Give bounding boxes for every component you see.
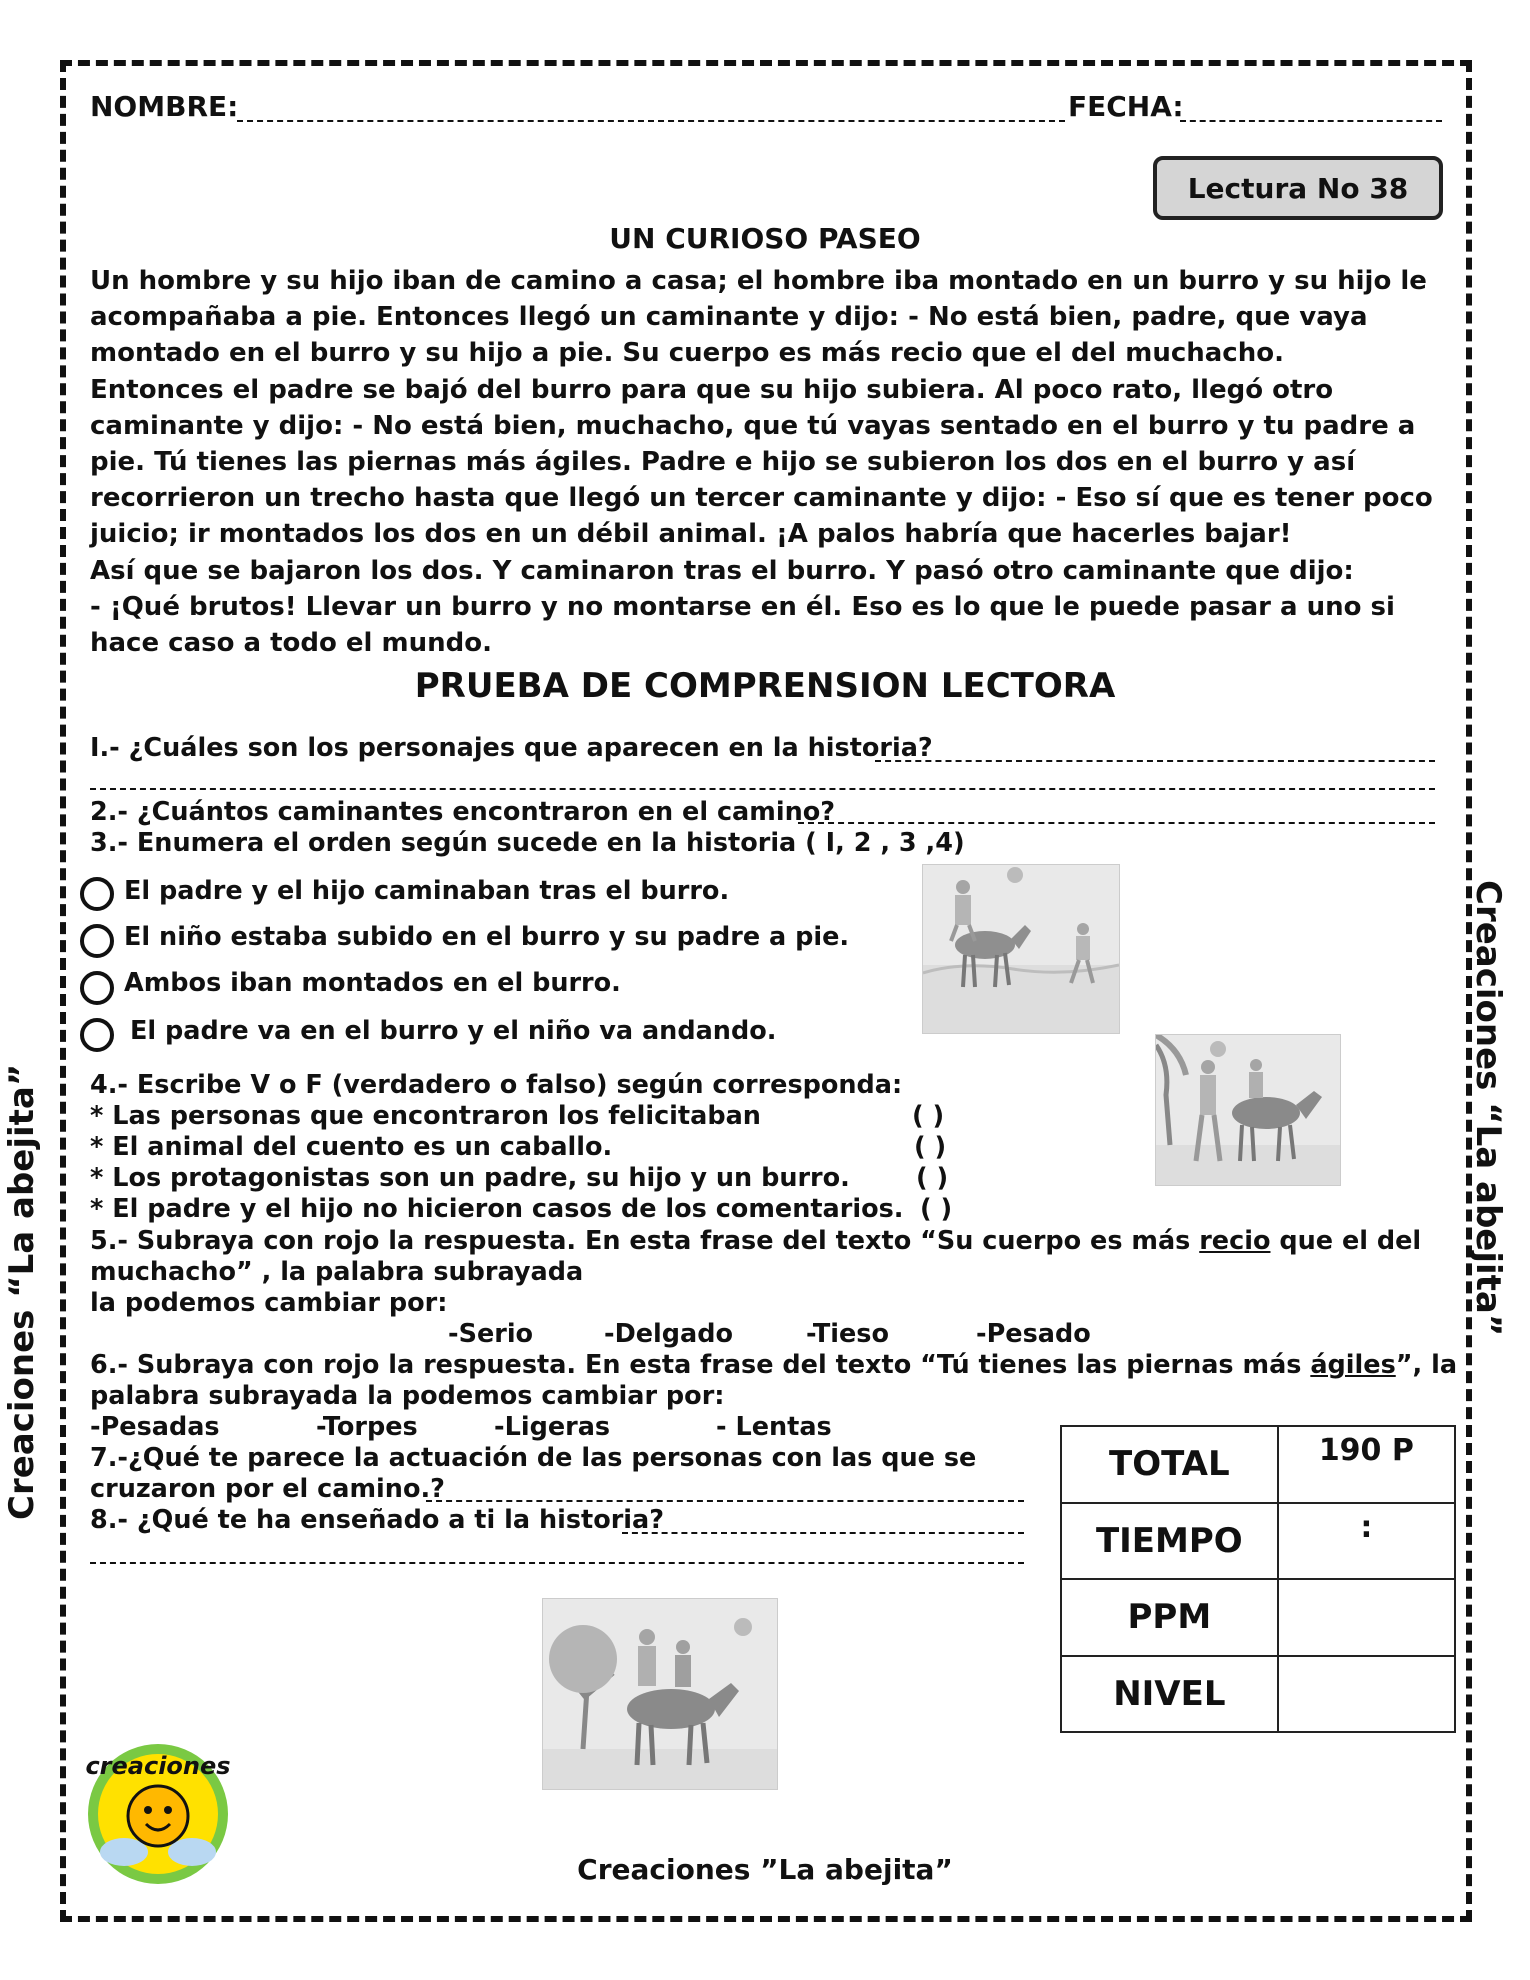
story-text	[90, 263, 1450, 661]
table-row	[1061, 1579, 1455, 1656]
score-value-tiempo[interactable]: :	[1278, 1503, 1455, 1580]
option-lentas[interactable]: - Lentas	[716, 1412, 832, 1442]
story-paragraph: Entonces el padre se bajó del burro para que su hijo subiera. Al poco rato, llegó otro caminante y dijo: - No está bien, muchacho, que tú vayas sentado en el burro y tu padre a pie. Tú tienes las piernas más ágiles. Padre e hijo se subieron los dos en el burro y así recorrieron un trecho hasta que llegó un tercer caminante y dijo: - Eso sí que es tener poco juicio; ir montados los dos en un débil animal. ¡A palos habría que hacerles bajar!	[90, 374, 1433, 550]
question-7-line-2: cruzaron por el camino.?	[90, 1474, 445, 1504]
option-torpes[interactable]: -Torpes	[316, 1412, 418, 1442]
true-false-box-4[interactable]: ( )	[920, 1194, 953, 1224]
answer-line-7[interactable]	[426, 1500, 1024, 1502]
true-false-box-3[interactable]: ( )	[916, 1163, 949, 1193]
order-circle-3[interactable]	[80, 971, 114, 1005]
true-false-box-2[interactable]: ( )	[914, 1132, 947, 1162]
question-6	[90, 1350, 1457, 1380]
option-pesado[interactable]: -Pesado	[976, 1319, 1091, 1349]
answer-line-2[interactable]	[798, 822, 1435, 824]
question-6-line-2: palabra subrayada la podemos cambiar por:	[90, 1381, 725, 1411]
question-4: 4.- Escribe V o F (verdadero o falso) según corresponda:	[90, 1070, 903, 1100]
score-value-nivel[interactable]	[1278, 1656, 1455, 1733]
underlined-word-agiles: ágiles	[1310, 1350, 1396, 1380]
reading-number-badge: Lectura No 38	[1153, 156, 1443, 220]
score-value-total[interactable]: 190 P	[1278, 1426, 1455, 1503]
story-title: UN CURIOSO PASEO	[609, 222, 921, 255]
table-row	[1061, 1503, 1455, 1580]
illustration-walking-drawing	[1156, 1035, 1340, 1185]
table-row	[1061, 1426, 1455, 1503]
story-paragraph: Así que se bajaron los dos. Y caminaron tras el burro. Y pasó otro caminante que dijo:	[90, 555, 1354, 586]
true-false-item-2: * El animal del cuento es un caballo.	[90, 1132, 613, 1162]
question-2: 2.- ¿Cuántos caminantes encontraron en el camino?	[90, 797, 836, 827]
score-label-total: TOTAL	[1061, 1426, 1278, 1503]
answer-line-8[interactable]	[622, 1532, 1024, 1534]
question-8: 8.- ¿Qué te ha enseñado a ti la historia?	[90, 1505, 665, 1535]
side-watermark-right: Creaciones “La abejita”	[1468, 880, 1508, 1337]
question-3: 3.- Enumera el orden según sucede en la historia ( I, 2 , 3 ,4)	[90, 828, 965, 858]
true-false-item-4: * El padre y el hijo no hicieron casos de los comentarios.	[90, 1194, 904, 1224]
question-5-line-2: muchacho” , la palabra subrayada	[90, 1257, 584, 1287]
order-circle-1[interactable]	[80, 877, 114, 911]
option-ligeras[interactable]: -Ligeras	[494, 1412, 611, 1442]
underlined-word-recio: recio	[1199, 1226, 1271, 1256]
order-option-1: El padre y el hijo caminaban tras el burro.	[124, 876, 730, 906]
answer-line-8b[interactable]	[90, 1562, 1024, 1564]
footer-credit: Creaciones ”La abejita”	[577, 1853, 953, 1886]
date-label: FECHA:	[1068, 90, 1184, 123]
question-5-text-end: que el del	[1270, 1226, 1422, 1256]
illustration-son-riding-drawing	[923, 865, 1119, 1033]
true-false-item-1: * Las personas que encontraron los felicitaban	[90, 1101, 761, 1131]
question-5-text: 5.- Subraya con rojo la respuesta. En esta frase del texto “Su cuerpo es más	[90, 1226, 1200, 1256]
story-paragraph: - ¡Qué brutos! Llevar un burro y no montarse en él. Eso es lo que le puede pasar a uno si hace caso a todo el mundo.	[90, 591, 1395, 659]
option-serio[interactable]: -Serio	[448, 1319, 534, 1349]
true-false-box-1[interactable]: ( )	[912, 1101, 945, 1131]
question-5	[90, 1226, 1421, 1256]
side-watermark-left: Creaciones “La abejita”	[2, 1063, 42, 1520]
option-pesadas[interactable]: -Pesadas	[90, 1412, 220, 1442]
order-circle-2[interactable]	[80, 924, 114, 958]
question-7: 7.-¿Qué te parece la actuación de las personas con las que se	[90, 1443, 977, 1473]
option-delgado[interactable]: -Delgado	[604, 1319, 734, 1349]
logo-text: creaciones	[85, 1752, 231, 1780]
order-option-2: El niño estaba subido en el burro y su padre a pie.	[124, 922, 850, 952]
question-1: I.- ¿Cuáles son los personajes que aparecen en la historia?	[90, 733, 933, 763]
test-title: PRUEBA DE COMPRENSION LECTORA	[414, 666, 1116, 706]
score-label-tiempo: TIEMPO	[1061, 1503, 1278, 1580]
option-tieso[interactable]: -Tieso	[806, 1319, 889, 1349]
order-option-4: El padre va en el burro y el niño va andando.	[130, 1016, 777, 1046]
name-label: NOMBRE:	[90, 90, 239, 123]
table-row	[1061, 1656, 1455, 1733]
answer-line-1b[interactable]	[90, 788, 1435, 790]
score-table	[1060, 1425, 1456, 1733]
order-circle-4[interactable]	[80, 1018, 114, 1052]
question-5-line-3: la podemos cambiar por:	[90, 1288, 448, 1318]
score-label-nivel: NIVEL	[1061, 1656, 1278, 1733]
score-value-ppm[interactable]	[1278, 1579, 1455, 1656]
answer-line-1[interactable]	[875, 760, 1435, 762]
story-paragraph: Un hombre y su hijo iban de camino a casa; el hombre iba montado en un burro y su hijo le acompañaba a pie. Entonces llegó un caminante y dijo: - No está bien, padre, que vaya montado en el burro y su hijo a pie. Su cuerpo es más recio que el del muchacho.	[90, 266, 1427, 369]
true-false-item-3: * Los protagonistas son un padre, su hijo y un burro.	[90, 1163, 850, 1193]
illustration-both-riding-drawing	[543, 1599, 777, 1789]
illustration-walking	[1155, 1034, 1341, 1186]
illustration-both-riding	[542, 1598, 778, 1790]
illustration-son-riding	[922, 864, 1120, 1034]
name-field-line[interactable]	[237, 120, 1065, 122]
question-6-text-end: ”, la	[1395, 1350, 1458, 1380]
order-option-3: Ambos iban montados en el burro.	[124, 968, 621, 998]
score-label-ppm: PPM	[1061, 1579, 1278, 1656]
date-field-line[interactable]	[1180, 120, 1442, 122]
question-6-text: 6.- Subraya con rojo la respuesta. En esta frase del texto “Tú tienes las piernas más	[90, 1350, 1311, 1380]
